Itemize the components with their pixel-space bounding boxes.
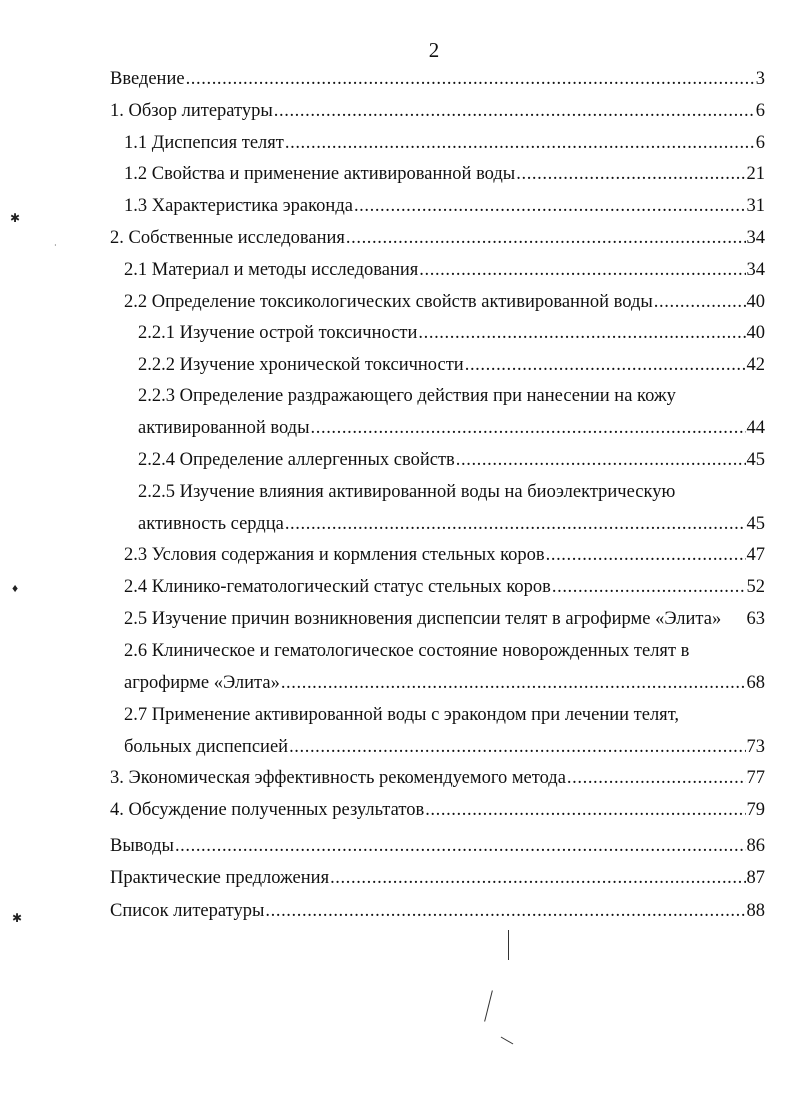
toc-entry-2-4[interactable] <box>124 575 765 599</box>
toc-entry-page: 79 <box>746 800 765 820</box>
toc-entry-label: агрофирме «Элита» <box>124 673 280 693</box>
toc-entry-page: 40 <box>746 323 765 343</box>
toc-entry-label: 2.5 Изучение причин возникновения диспепсии телят в агрофирме «Элита» <box>124 609 722 629</box>
toc-entry-page: 68 <box>746 673 765 693</box>
toc-entry-2-3[interactable] <box>124 543 765 567</box>
scan-speck-icon: ✱ <box>10 211 21 225</box>
toc-entry-page: 3 <box>755 69 765 89</box>
toc-entry-page: 47 <box>746 545 765 565</box>
toc-entry-label: 2.2.4 Определение аллергенных свойств <box>138 450 455 470</box>
toc-entry-label: 2.2 Определение токсикологических свойств активированной воды <box>124 292 653 312</box>
toc-entry-label: 2.2.1 Изучение острой токсичности <box>138 323 418 343</box>
toc-entry-label: 1.3 Характеристика эраконда <box>124 196 353 216</box>
toc-entry-page: 40 <box>746 292 765 312</box>
scan-scratch-icon <box>508 930 509 960</box>
toc-entry-label: 2.4 Клинико-гематологический статус стельных коров <box>124 577 551 597</box>
dot-leader <box>175 834 746 858</box>
toc-entry-label: 3. Экономическая эффективность рекомендуемого метода <box>110 768 566 788</box>
toc-entry-4[interactable] <box>110 798 765 822</box>
toc-entry-label: активность сердца <box>138 514 284 534</box>
dot-leader <box>354 194 746 218</box>
toc-entry-page: 42 <box>746 355 765 375</box>
dot-leader <box>285 512 746 536</box>
toc-entry-1[interactable] <box>110 99 765 123</box>
toc-entry-page: 87 <box>746 868 765 888</box>
toc-entry-label: 2.2.2 Изучение хронической токсичности <box>138 355 464 375</box>
toc-entry-1-3[interactable] <box>124 194 765 218</box>
toc-entry-page: 63 <box>746 609 765 629</box>
dot-leader <box>419 258 745 282</box>
toc-entry-2-1[interactable] <box>124 258 765 282</box>
dot-leader <box>330 866 745 890</box>
toc-entry-label-line1: 2.6 Клиническое и гематологическое состояние новорожденных телят в <box>124 641 690 661</box>
toc-entry-label: Введение <box>110 69 185 89</box>
dot-leader <box>281 671 746 695</box>
toc-entry-2-2-1[interactable] <box>138 321 765 345</box>
toc-entry-2-2[interactable] <box>124 290 765 314</box>
toc-entry-page: 86 <box>746 836 765 856</box>
toc-entry-page: 52 <box>746 577 765 597</box>
toc-entry-label: 1.2 Свойства и применение активированной воды <box>124 164 516 184</box>
toc-entry-label-line1: 2.7 Применение активированной воды с эракондом при лечении телят, <box>124 705 680 725</box>
dot-leader <box>654 290 746 314</box>
toc-entry-page: 6 <box>755 101 765 121</box>
dot-leader <box>567 766 746 790</box>
toc-entry-label: 2. Собственные исследования <box>110 228 345 248</box>
toc-entry-label: 2.1 Материал и методы исследования <box>124 260 419 280</box>
dot-leader <box>346 226 746 250</box>
toc-entry-label-line1: 2.2.5 Изучение влияния активированной воды на биоэлектрическую <box>138 482 676 502</box>
toc-entry-references[interactable] <box>110 899 765 923</box>
toc-entry-1-1[interactable] <box>124 131 765 155</box>
dot-leader <box>546 543 746 567</box>
toc-entry-label: больных диспепсией <box>124 737 289 757</box>
dot-leader <box>425 798 745 822</box>
toc-entry-2-7[interactable] <box>124 735 765 759</box>
toc-entry-label: 4. Обсуждение полученных результатов <box>110 800 425 820</box>
toc-entry-page: 21 <box>746 164 765 184</box>
dot-leader <box>516 162 745 186</box>
toc-entry-label: активированной воды <box>138 418 310 438</box>
dot-leader <box>285 131 755 155</box>
dot-leader <box>456 448 746 472</box>
toc-entry-page: 45 <box>746 450 765 470</box>
toc-entry-1-2[interactable] <box>124 162 765 186</box>
toc-entry-label: Практические предложения <box>110 868 330 888</box>
toc-entry-page: 45 <box>746 514 765 534</box>
toc-entry-label: Список литературы <box>110 901 265 921</box>
toc-entry-2-6[interactable] <box>124 671 765 695</box>
toc-entry-conclusions[interactable] <box>110 834 765 858</box>
dot-leader <box>311 416 746 440</box>
toc-entry-label: 1. Обзор литературы <box>110 101 273 121</box>
toc-entry-2-2-4[interactable] <box>138 448 765 472</box>
dot-leader <box>465 353 746 377</box>
toc-entry-page: 44 <box>746 418 765 438</box>
toc-entry-page: 88 <box>746 901 765 921</box>
toc-entry-label-line1: 2.2.3 Определение раздражающего действия при нанесении на кожу <box>138 386 676 406</box>
toc-entry-2-5[interactable] <box>124 607 765 631</box>
toc-entry-label: 1.1 Диспепсия телят <box>124 133 284 153</box>
toc-entry-2-2-5[interactable] <box>138 512 765 536</box>
dot-leader <box>552 575 746 599</box>
dot-leader <box>265 899 745 923</box>
dot-leader <box>289 735 745 759</box>
toc-entry-page: 34 <box>746 260 765 280</box>
page-number: 2 <box>428 38 440 62</box>
toc-entry-page: 31 <box>746 196 765 216</box>
toc-entry-3[interactable] <box>110 766 765 790</box>
scan-speck-icon: ✱ <box>12 911 23 925</box>
toc-entry-practical-proposals[interactable] <box>110 866 765 890</box>
scan-speck-icon: ♦ <box>12 581 19 595</box>
toc-entry-page: 34 <box>746 228 765 248</box>
toc-entry-page: 77 <box>746 768 765 788</box>
toc-entry-label: Выводы <box>110 836 174 856</box>
dot-leader <box>186 67 755 91</box>
toc-entry-2-2-2[interactable] <box>138 353 765 377</box>
toc-entry-2-2-3[interactable] <box>138 416 765 440</box>
toc-entry-2[interactable] <box>110 226 765 250</box>
toc-entry-label: 2.3 Условия содержания и кормления стельных коров <box>124 545 545 565</box>
dot-leader <box>274 99 755 123</box>
toc-entry-introduction[interactable] <box>110 67 765 91</box>
toc-entry-page: 73 <box>746 737 765 757</box>
dot-leader <box>418 321 745 345</box>
scan-speck-icon: · <box>54 241 57 250</box>
toc-entry-page: 6 <box>755 133 765 153</box>
